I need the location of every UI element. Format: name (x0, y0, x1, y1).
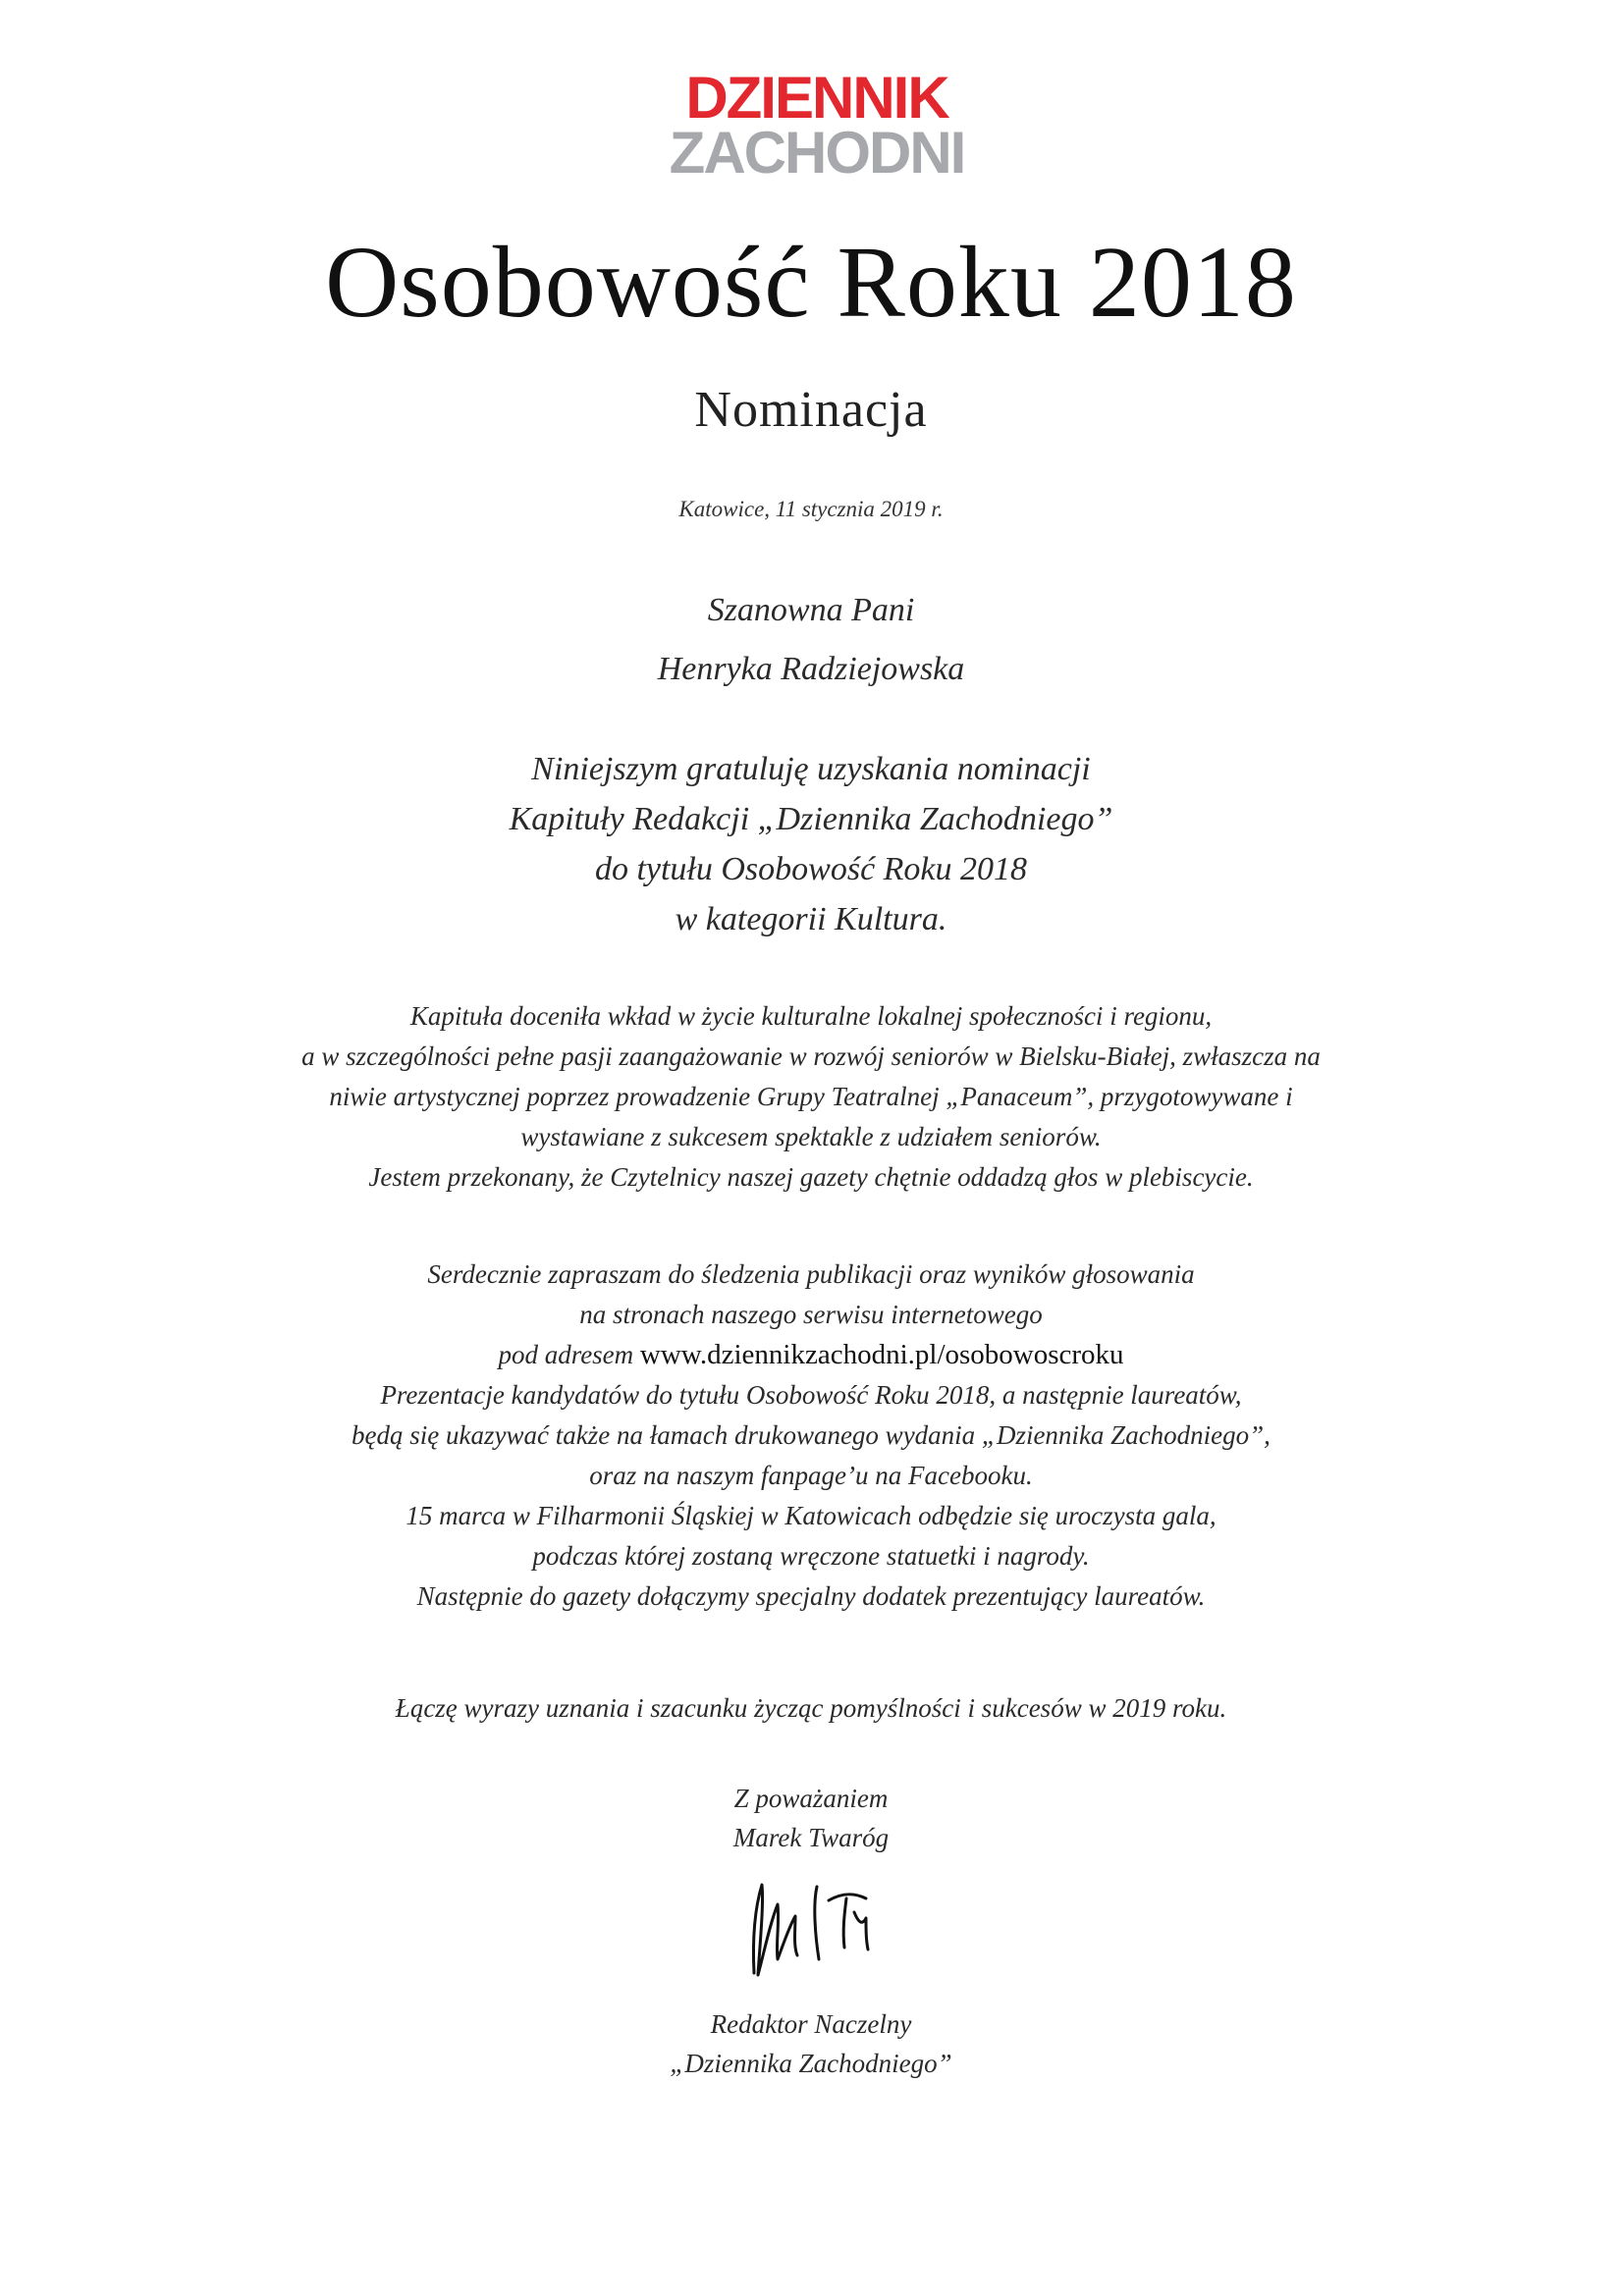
congrats-line: do tytułu Osobowość Roku 2018 (594, 851, 1028, 887)
handwritten-signature (734, 1865, 901, 1993)
paragraph-line: Następnie do gazety dołączymy specjalny dodatek prezentujący laureatów. (416, 1581, 1206, 1611)
congrats-line: w kategorii Kultura. (675, 901, 947, 937)
url-prefix: pod adresem (498, 1340, 640, 1369)
paragraph-line (0, 1335, 1622, 1375)
logo-line-dziennik: DZIENNIK (685, 65, 948, 131)
greeting-block (0, 581, 1622, 699)
signer-role-block (0, 2004, 1622, 2083)
salutation: Szanowna Pani (707, 592, 915, 628)
dziennik-zachodni-logo (660, 65, 974, 186)
congratulation-block (0, 744, 1622, 944)
regards-block (0, 1779, 1622, 1857)
regards-line: Z poważaniem (733, 1784, 889, 1813)
website-link[interactable]: www.dziennikzachodni.pl/osobowoscroku (639, 1339, 1124, 1370)
paragraph-line: Serdecznie zapraszam do śledzenia publikacji oraz wyników głosowania (427, 1259, 1195, 1289)
paragraph-line: niwie artystycznej poprzez prowadzenie Grupy Teatralnej „Panaceum”, przygotowywane i (329, 1082, 1293, 1111)
page-subtitle: Nominacja (694, 382, 928, 438)
paragraph-line: będą się ukazywać także na łamach drukowanego wydania „Dziennika Zachodniego”, (351, 1420, 1271, 1450)
congrats-line: Niniejszym gratuluję uzyskania nominacji (531, 751, 1091, 787)
paragraph-line: Jestem przekonany, że Czytelnicy naszej gazety chętnie oddadzą głos w plebiscycie. (368, 1162, 1254, 1192)
role-publication: „Dziennika Zachodniego” (670, 2049, 952, 2078)
paragraph-line: Kapituła doceniła wkład w życie kulturalne lokalnej społeczności i regionu, (409, 1001, 1213, 1031)
congrats-line: Kapituły Redakcji „Dziennika Zachodniego” (509, 801, 1113, 837)
paragraph-line: na stronach naszego serwisu internetowego (579, 1300, 1043, 1329)
paragraph-line: a w szczególności pełne pasji zaangażowanie w rozwój seniorów w Bielsku-Białej, zwłaszcza na (301, 1041, 1321, 1071)
paragraph-line: wystawiane z sukcesem spektakle z udziałem seniorów. (520, 1122, 1102, 1151)
logo-line-zachodni: ZACHODNI (669, 120, 965, 186)
paragraph-line: podczas której zostaną wręczone statuetki i nagrody. (532, 1541, 1090, 1571)
letter-date: Katowice, 11 stycznia 2019 r. (678, 497, 944, 521)
page-title: Osobowość Roku 2018 (325, 226, 1297, 339)
closing-line: Łączę wyrazy uznania i szacunku życząc pomyślności i sukcesów w 2019 roku. (395, 1693, 1227, 1723)
signer-name: Marek Twaróg (732, 1823, 890, 1852)
paragraph-line: Prezentacje kandydatów do tytułu Osobowość Roku 2018, a następnie laureatów, (380, 1380, 1242, 1410)
paragraph-line: oraz na naszym fanpage’u na Facebooku. (589, 1461, 1033, 1490)
role-title: Redaktor Naczelny (710, 2009, 912, 2039)
paragraph-invitation (0, 1255, 1622, 1617)
paragraph-recognition (0, 996, 1622, 1198)
recipient-name: Henryka Radziejowska (657, 651, 965, 687)
paragraph-line: 15 marca w Filharmonii Śląskiej w Katowicach odbędzie się uroczysta gala, (406, 1501, 1216, 1530)
